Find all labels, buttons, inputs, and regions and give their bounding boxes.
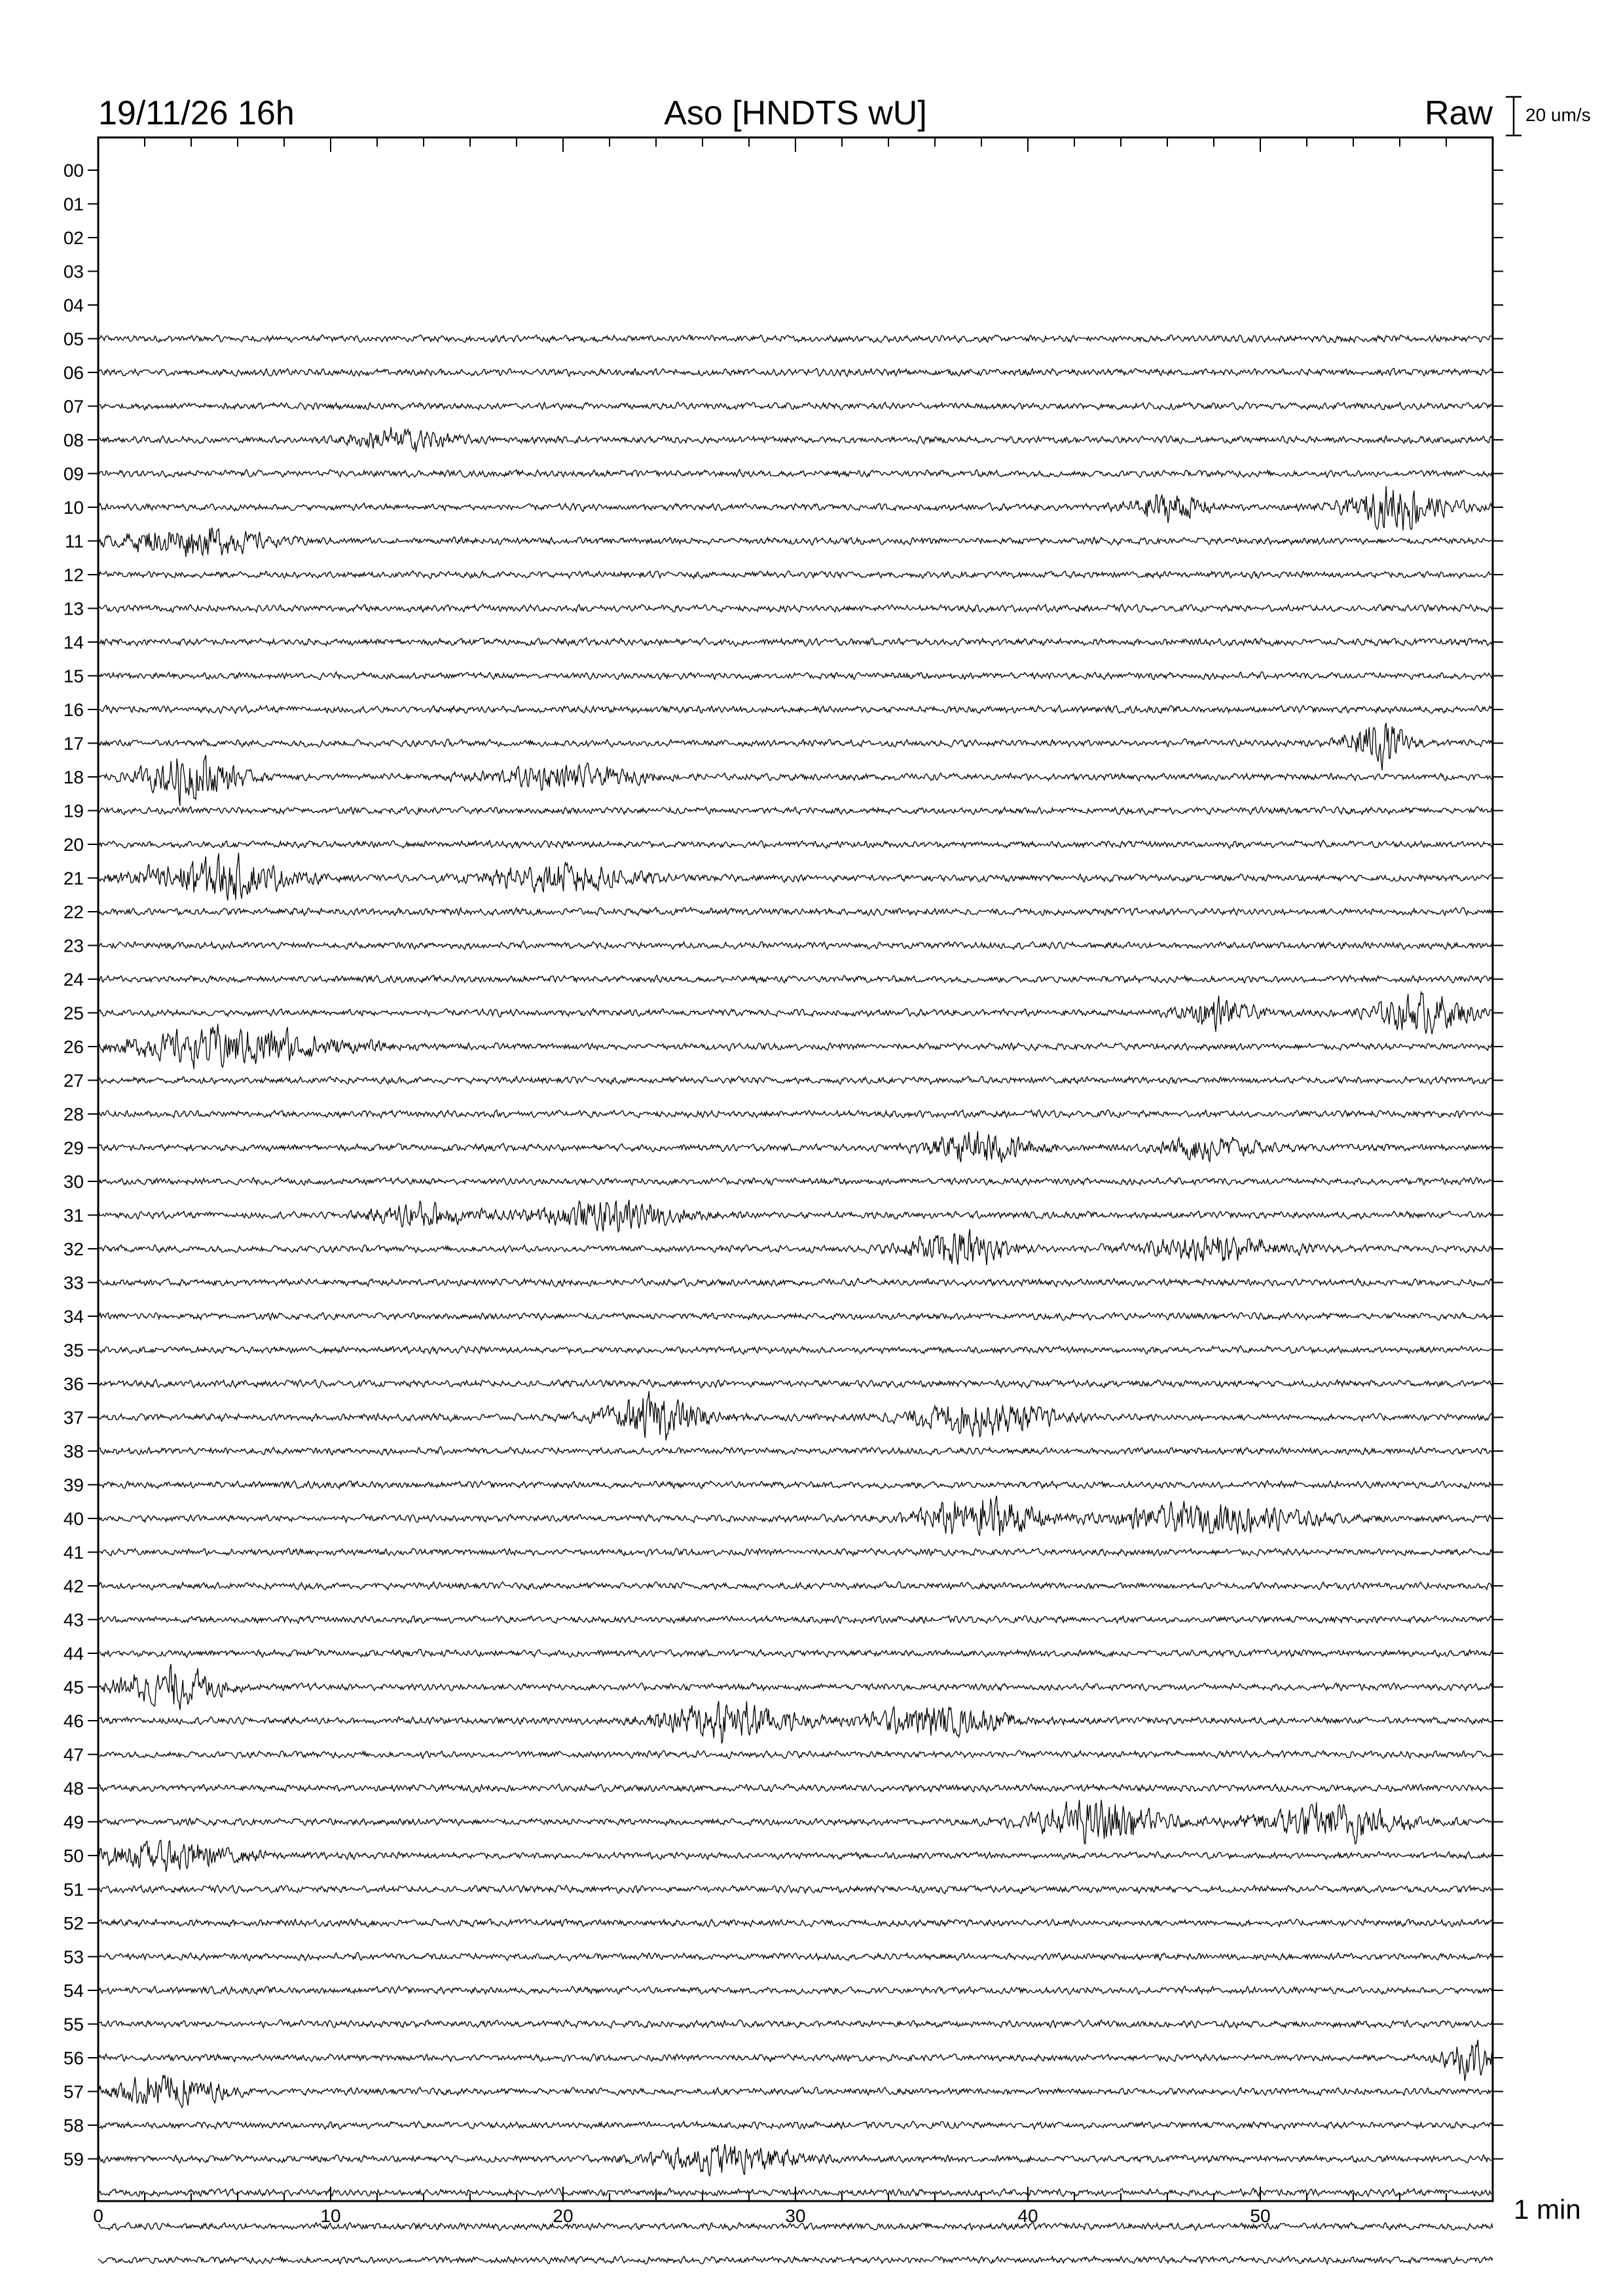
row-label-39: 39 [63, 1475, 84, 1496]
row-label-58: 58 [63, 2115, 84, 2136]
x-tick-label-20: 20 [553, 2206, 574, 2226]
station-title: Aso [HNDTS wU] [664, 94, 927, 132]
row-label-44: 44 [63, 1643, 84, 1664]
x-tick-label-0: 0 [93, 2206, 103, 2226]
row-label-38: 38 [63, 1441, 84, 1462]
row-label-06: 06 [63, 363, 84, 383]
row-label-57: 57 [63, 2081, 84, 2102]
row-label-50: 50 [63, 1846, 84, 1866]
row-label-37: 37 [63, 1407, 84, 1428]
row-label-01: 01 [63, 194, 84, 215]
row-label-42: 42 [63, 1576, 84, 1596]
row-label-36: 36 [63, 1374, 84, 1394]
row-label-33: 33 [63, 1272, 84, 1293]
mode-label: Raw [1424, 94, 1493, 132]
row-label-40: 40 [63, 1509, 84, 1529]
x-tick-label-50: 50 [1250, 2206, 1271, 2226]
row-label-21: 21 [63, 868, 84, 889]
row-label-16: 16 [63, 700, 84, 720]
row-label-03: 03 [63, 261, 84, 282]
row-label-28: 28 [63, 1104, 84, 1124]
x-tick-label-10: 10 [320, 2206, 341, 2226]
row-label-23: 23 [63, 935, 84, 956]
row-label-41: 41 [63, 1542, 84, 1563]
row-label-34: 34 [63, 1306, 84, 1327]
row-label-17: 17 [63, 733, 84, 754]
row-label-09: 09 [63, 463, 84, 484]
row-label-32: 32 [63, 1239, 84, 1259]
row-label-45: 45 [63, 1677, 84, 1698]
row-label-13: 13 [63, 598, 84, 619]
amplitude-scale-label: 20 um/s [1525, 105, 1591, 125]
row-label-12: 12 [63, 565, 84, 585]
row-label-20: 20 [63, 834, 84, 855]
row-label-02: 02 [63, 228, 84, 248]
row-label-56: 56 [63, 2048, 84, 2068]
row-label-47: 47 [63, 1744, 84, 1765]
row-label-31: 31 [63, 1205, 84, 1226]
row-label-05: 05 [63, 329, 84, 350]
row-label-35: 35 [63, 1340, 84, 1361]
row-label-14: 14 [63, 632, 84, 653]
row-label-49: 49 [63, 1812, 84, 1833]
row-label-46: 46 [63, 1711, 84, 1731]
x-tick-label-30: 30 [785, 2206, 806, 2226]
row-label-25: 25 [63, 1003, 84, 1024]
row-label-48: 48 [63, 1778, 84, 1799]
datetime-label: 19/11/26 16h [98, 94, 295, 132]
row-label-59: 59 [63, 2149, 84, 2170]
row-label-26: 26 [63, 1037, 84, 1057]
row-label-43: 43 [63, 1609, 84, 1630]
row-label-55: 55 [63, 2014, 84, 2035]
row-label-07: 07 [63, 396, 84, 417]
row-label-52: 52 [63, 1913, 84, 1933]
row-label-11: 11 [64, 531, 84, 552]
x-tick-label-40: 40 [1017, 2206, 1038, 2226]
row-label-27: 27 [63, 1070, 84, 1091]
row-label-24: 24 [63, 969, 84, 990]
row-label-10: 10 [63, 497, 84, 518]
row-label-53: 53 [63, 1946, 84, 1967]
row-label-51: 51 [63, 1879, 84, 1900]
row-label-15: 15 [63, 666, 84, 687]
row-label-30: 30 [63, 1172, 84, 1192]
row-label-22: 22 [63, 902, 84, 922]
row-label-00: 00 [63, 160, 84, 181]
duration-label: 1 min [1514, 2194, 1581, 2225]
row-label-18: 18 [63, 767, 84, 787]
row-label-19: 19 [63, 800, 84, 821]
row-label-08: 08 [63, 430, 84, 450]
row-label-29: 29 [63, 1138, 84, 1158]
row-label-04: 04 [63, 295, 84, 315]
row-label-54: 54 [63, 1981, 84, 2001]
